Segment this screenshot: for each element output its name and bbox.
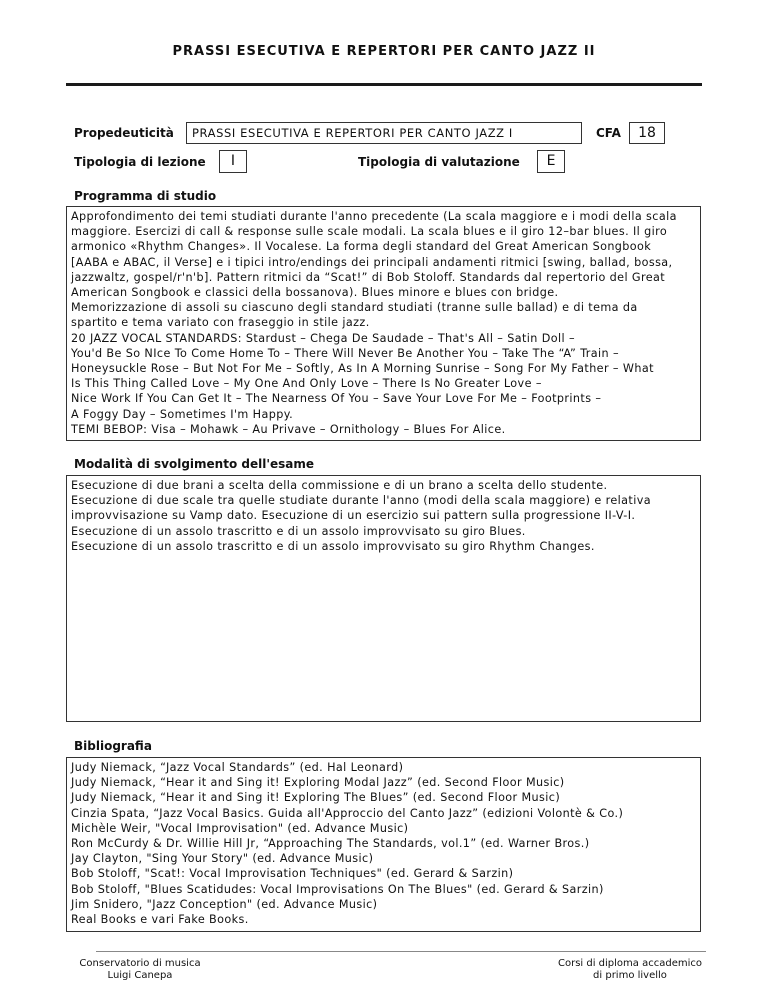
programma-line: armonico «Rhythm Changes». Il Vocalese. La forma degli standard del Great American Songbook [71,240,652,254]
title-divider [66,83,702,86]
footer-institution-name: Luigi Canepa [107,970,173,981]
programma-line: 20 JAZZ VOCAL STANDARDS: Stardust – Chega De Saudade – That's All – Satin Doll – [71,331,575,345]
propedeuticita-value: PRASSI ESECUTIVA E REPERTORI PER CANTO JAZZ I [192,126,513,140]
bibliografia-line: Cinzia Spata, “Jazz Vocal Basics. Guida all'Approccio del Canto Jazz” (edizioni Volontè & Co.) [71,806,624,820]
bibliografia-line: Judy Niemack, “Jazz Vocal Standards” (ed. Hal Leonard) [71,761,404,774]
tipologia-lezione-value: I [230,153,236,169]
programma-line: Memorizzazione di assoli su ciascuno degli standard studiati (tranne sulle ballad) e di tema da [71,301,638,315]
programma-line: TEMI BEBOP: Visa – Mohawk – Au Privave – Ornithology – Blues For Alice. [71,422,506,436]
modalita-box [66,475,701,722]
programma-line: Nice Work If You Can Get It – The Nearness Of You – Save Your Love For Me – Footprints – [71,392,602,406]
programma-line: You'd Be So NIce To Come Home To – There Will Never Be Another You – Take The “A” Train – [71,346,619,360]
tipologia-lezione-label: Tipologia di lezione [74,155,206,169]
programma-line: Is This Thing Called Love – My One And Only Love – There Is No Greater Love – [71,377,542,391]
tipologia-valutazione-value: E [546,153,556,169]
propedeuticita-field [186,122,582,144]
footer-divider [96,951,706,952]
cfa-field [629,122,665,144]
tipologia-valutazione-field [537,150,565,173]
programma-line: American Songbook e classici della bossanova). Blues minore e blues con bridge. [71,286,559,300]
programma-line: A Foggy Day – Sometimes I'm Happy. [71,407,294,421]
tipologia-valutazione-label: Tipologia di valutazione [358,155,520,169]
footer-institution: Conservatorio di musica [79,958,201,969]
bibliografia-line: Ron McCurdy & Dr. Willie Hill Jr, “Approaching The Standards, vol.1” (ed. Warner Bros.) [71,837,590,851]
tipologia-lezione-field [219,150,247,173]
footer-course-level: di primo livello [593,970,667,981]
cfa-value: 18 [638,125,656,141]
bibliografia-line: Jim Snidero, "Jazz Conception" (ed. Advance Music) [71,897,378,911]
cfa-label: CFA [596,126,621,140]
programma-line: jazzwaltz, gospel/r'n'b]. Pattern ritmici da “Scat!” di Bob Stoloff. Standards dal repertorio del Great [71,270,666,284]
modalita-line: improvvisazione su Vamp dato. Esecuzione di un esercizio sui pattern sulla progressione II-V-I. [71,509,636,523]
bibliografia-line: Bob Stoloff, "Blues Scatidudes: Vocal Improvisations On The Blues" (ed. Gerard & Sarzin) [71,882,604,896]
programma-line: Approfondimento dei temi studiati durante l'anno precedente (La scala maggiore e i modi della scala [71,210,677,223]
page-title: PRASSI ESECUTIVA E REPERTORI PER CANTO JAZZ II [172,44,596,59]
modalita-line: Esecuzione di un assolo trascritto e di un assolo improvvisato su giro Blues. [71,524,526,538]
footer-left [60,958,220,982]
bibliografia-line: Jay Clayton, "Sing Your Story" (ed. Advance Music) [71,852,374,866]
programma-title: Programma di studio [74,189,217,203]
programma-line: spartito e tema variato con fraseggio in stile jazz. [71,316,370,330]
bibliografia-line: Real Books e vari Fake Books. [71,913,249,927]
bibliografia-box [66,757,701,932]
modalita-line: Esecuzione di un assolo trascritto e di un assolo improvvisato su giro Rhythm Changes. [71,539,595,553]
modalita-line: Esecuzione di due scale tra quelle studiate durante l'anno (modi della scala maggiore) e relativa [71,494,651,508]
footer-course-type: Corsi di diploma accademico [558,958,702,969]
bibliografia-line: Judy Niemack, “Hear it and Sing it! Exploring The Blues” (ed. Second Floor Music) [71,791,561,805]
programma-line: [AABA e ABAC, il Verse] e i tipici intro/endings dei principali andamenti ritmici [swing, ballad, bossa, [71,255,673,269]
bibliografia-line: Judy Niemack, “Hear it and Sing it! Exploring Modal Jazz” (ed. Second Floor Music) [71,776,565,790]
programma-line: maggiore. Esercizi di call & response sulle scale modali. La scala blues e il giro 12–bar blues. Il giro [71,225,668,239]
bibliografia-line: Bob Stoloff, "Scat!: Vocal Improvisation Techniques" (ed. Gerard & Sarzin) [71,867,514,881]
programma-box [66,206,701,441]
modalita-title: Modalità di svolgimento dell'esame [74,457,315,471]
propedeuticita-label: Propedeuticità [74,126,174,140]
bibliografia-title: Bibliografia [74,739,152,753]
modalita-line: Esecuzione di due brani a scelta della commissione e di un brano a scelta dello studente. [71,479,608,492]
programma-line: Honeysuckle Rose – But Not For Me – Softly, As In A Morning Sunrise – Song For My Father – What [71,362,654,376]
footer-right [540,958,720,982]
bibliografia-line: Michèle Weir, "Vocal Improvisation" (ed. Advance Music) [71,821,409,835]
